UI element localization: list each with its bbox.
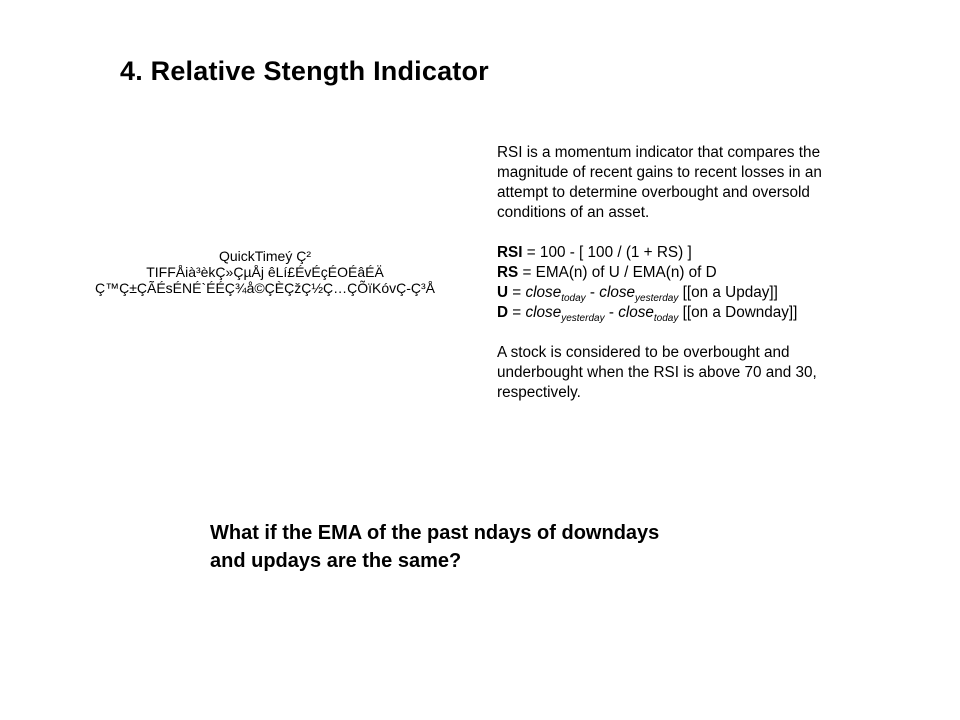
d-formula-label: D: [497, 304, 509, 321]
question-line-1: What if the EMA of the past ndays of downdays: [210, 522, 660, 544]
u-subscript-yesterday: yesterday: [635, 293, 679, 304]
d-formula-condition: [[on a Downday]]: [678, 304, 798, 321]
note-line-2: underbought when the RSI is above 70 and 30,: [497, 364, 817, 381]
rs-formula: [497, 263, 907, 283]
rs-formula-text: = EMA(n) of U / EMA(n) of D: [518, 264, 717, 281]
u-formula: U = close$_{today}$ - close$_{yesterday}$ [[on a Upday]]: [497, 284, 778, 304]
note-line-1: A stock is considered to be overbought and: [497, 344, 790, 361]
rsi-formula-label: RSI: [497, 244, 523, 261]
u-close-term: close: [525, 284, 562, 301]
rsi-formula: [497, 243, 907, 263]
placeholder-line-3: Ç™Ç±ÇÃÉsÉNÉ`ÉÉÇ¾å©ÇÈÇžÇ½Ç…ÇÕïKóvÇ-Ç³Å: [94, 280, 436, 296]
d-close-term: close: [525, 304, 562, 321]
quicktime-image-placeholder: [70, 248, 460, 296]
d-subscript-today: today: [653, 313, 679, 324]
rsi-description: [497, 143, 907, 403]
u-formula-label: U: [497, 284, 509, 301]
d-subscript-yesterday: yesterday: [561, 313, 605, 324]
discussion-question: [210, 519, 790, 575]
d-formula: D = close$_{yesterday}$ - close$_{today}$ [[on a Downday]]: [497, 304, 798, 324]
u-subscript-today: today: [561, 293, 586, 304]
intro-line-3: attempt to determine overbought and oversold: [497, 184, 810, 201]
intro-line-2: magnitude of recent gains to recent losses in an: [497, 164, 822, 181]
placeholder-line-1: QuickTimeý Ç²: [218, 248, 312, 264]
slide-title: 4. Relative Stength Indicator: [120, 56, 489, 86]
u-formula-condition: [[on a Upday]]: [678, 284, 778, 301]
rs-formula-label: RS: [497, 264, 519, 281]
placeholder-line-2: TIFFÅià³èkÇ»ÇµÅj êLí£ÉvÉçÉOÉâÉÄ: [146, 264, 384, 280]
d-close-term-2: close: [618, 304, 654, 321]
u-close-term-2: close: [599, 284, 636, 301]
rsi-formula-text: = 100 - [ 100 / (1 + RS) ]: [522, 244, 692, 261]
intro-line-4: conditions of an asset.: [497, 204, 650, 221]
intro-line-1: RSI is a momentum indicator that compares the: [497, 144, 821, 161]
question-line-2: and updays are the same?: [210, 550, 462, 572]
note-line-3: respectively.: [497, 384, 581, 401]
